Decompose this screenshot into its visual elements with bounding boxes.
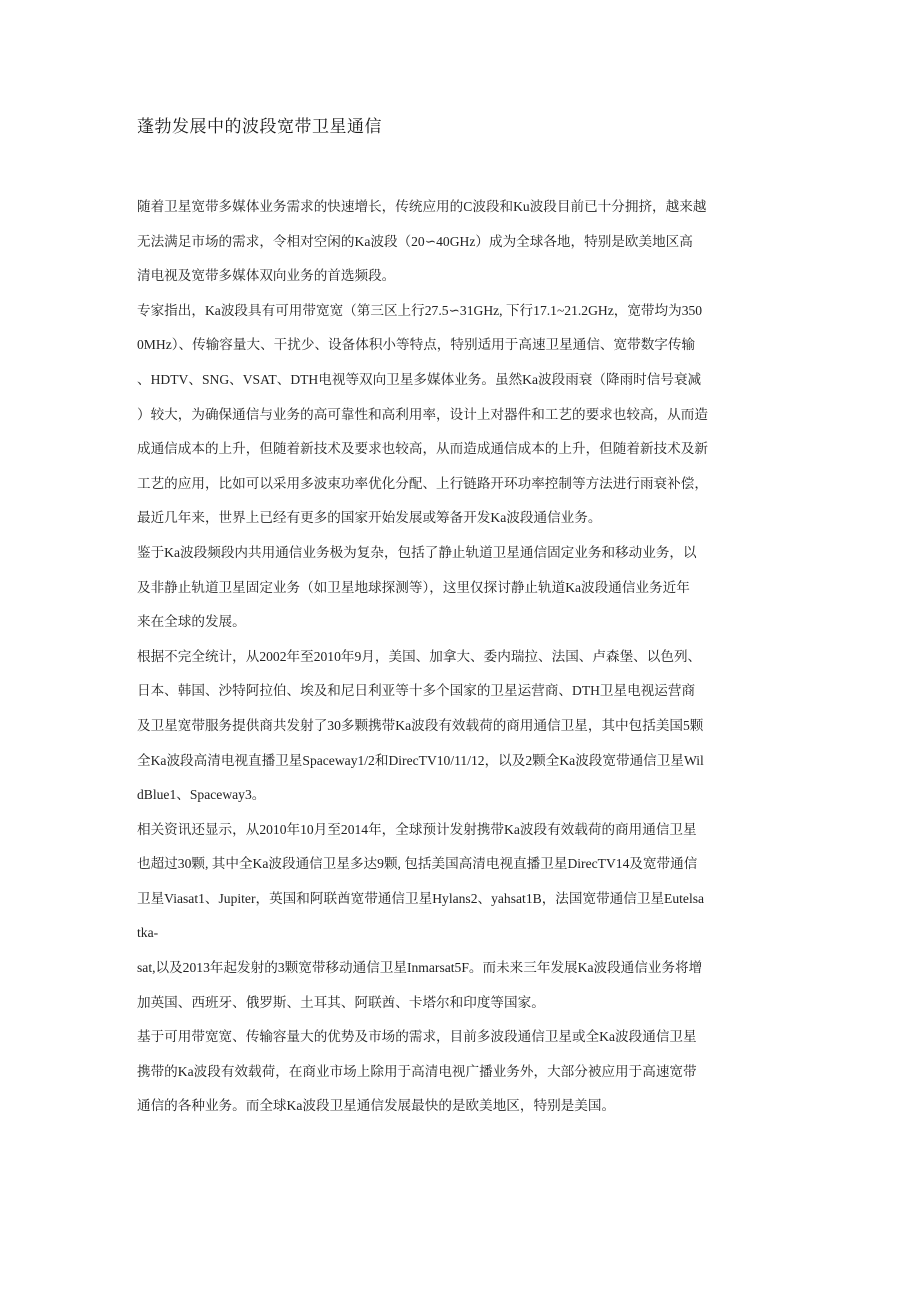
text-line: 全Ka波段高清电视直播卫星Spaceway1/2和DirecTV10/11/12，以及2颗全Ka波段宽带通信卫星Wil — [137, 752, 704, 768]
text-line: ）较大，为确保通信与业务的高可靠性和高利用率，设计上对器件和工艺的要求也较高，从而造 — [137, 406, 708, 422]
text-line: 基于可用带宽宽、传输容量大的优势及市场的需求，目前多波段通信卫星或全Ka波段通信卫星 — [137, 1029, 697, 1045]
text-line: 无法满足市场的需求，令相对空闲的Ka波段（20∽40GHz）成为全球各地，特别是欧美地区高 — [137, 233, 693, 249]
text-line: 工艺的应用，比如可以采用多波束功率优化分配、上行链路开环功率控制等方法进行雨衰补偿， — [137, 475, 708, 491]
document-title: 蓬勃发展中的波段宽带卫星通信 — [137, 117, 382, 137]
text-line: 通信的各种业务。而全球Ka波段卫星通信发展最快的是欧美地区，特别是美国。 — [137, 1098, 616, 1114]
text-line: tka- — [137, 925, 159, 941]
text-line: 及卫星宽带服务提供商共发射了30多颗携带Ka波段有效载荷的商用通信卫星，其中包括美国5颗 — [137, 717, 704, 733]
text-line: 成通信成本的上升，但随着新技术及要求也较高，从而造成通信成本的上升，但随着新技术及新 — [137, 441, 708, 457]
text-line: 专家指出，Ka波段具有可用带宽宽（第三区上行27.5∽31GHz, 下行17.1~21.2GHz，宽带均为350 — [137, 302, 703, 318]
text-line: 日本、韩国、沙特阿拉伯、埃及和尼日利亚等十多个国家的卫星运营商、DTH卫星电视运营商 — [137, 683, 696, 699]
text-line: 相关资讯还显示，从2010年10月至2014年，全球预计发射携带Ka波段有效载荷的商用通信卫星 — [137, 821, 697, 837]
text-line: 根据不完全统计，从2002年至2010年9月，美国、加拿大、委内瑞拉、法国、卢森堡、以色列、 — [137, 648, 702, 664]
text-line: 也超过30颗, 其中全Ka波段通信卫星多达9颗, 包括美国高清电视直播卫星DirecTV14及宽带通信 — [137, 856, 698, 872]
text-line: 、HDTV、SNG、VSAT、DTH电视等双向卫星多媒体业务。虽然Ka波段雨衰（降雨时信号衰减 — [137, 371, 702, 387]
text-line: 携带的Ka波段有效载荷，在商业市场上除用于高清电视广播业务外，大部分被应用于高速宽带 — [137, 1063, 697, 1079]
text-line: 及非静止轨道卫星固定业务（如卫星地球探测等），这里仅探讨静止轨道Ka波段通信业务近年 — [137, 579, 690, 595]
text-line: 来在全球的发展。 — [137, 614, 246, 630]
text-line: 清电视及宽带多媒体双向业务的首选频段。 — [137, 268, 396, 284]
text-line: 鉴于Ka波段频段内共用通信业务极为复杂，包括了静止轨道卫星通信固定业务和移动业务，以 — [137, 544, 697, 560]
text-line: 0MHz）、传输容量大、干扰少、设备体积小等特点，特别适用于高速卫星通信、宽带数字传输 — [137, 337, 696, 353]
text-line: 随着卫星宽带多媒体业务需求的快速增长，传统应用的C波段和Ku波段目前已十分拥挤，越来越 — [137, 199, 707, 214]
text-line: 加英国、西班牙、俄罗斯、土耳其、阿联酋、卡塔尔和印度等国家。 — [137, 994, 545, 1010]
text-line: sat,以及2013年起发射的3颗宽带移动通信卫星Inmarsat5F。而未来三年发展Ka波段通信业务将增 — [137, 960, 703, 976]
text-line: 卫星Viasat1、Jupiter，英国和阿联酋宽带通信卫星Hylans2、yahsat1B，法国宽带通信卫星Eutelsa — [137, 890, 705, 906]
text-line: 最近几年来，世界上已经有更多的国家开始发展或筹备开发Ka波段通信业务。 — [137, 510, 602, 526]
text-line: dBlue1、Spaceway3。 — [137, 787, 266, 803]
document-body — [137, 190, 787, 1124]
